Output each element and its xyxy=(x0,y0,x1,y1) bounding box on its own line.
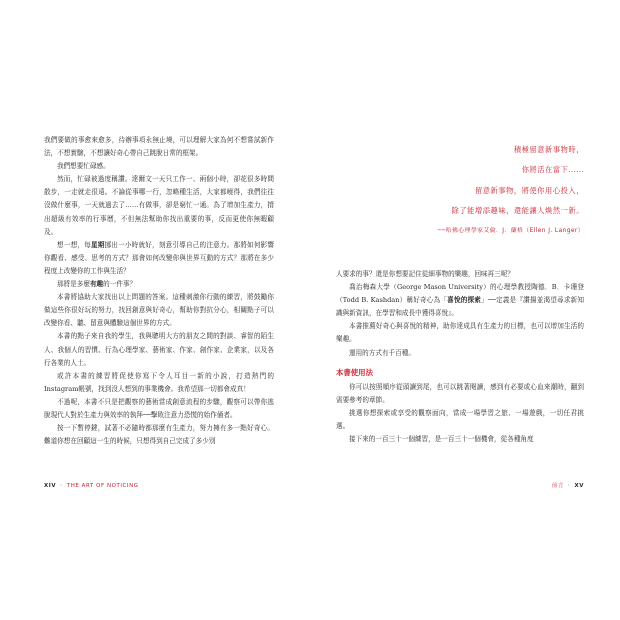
text-run: 喬治梅森大學（George Mason University）的心理學教授陶德．B．卡珊登（Todd B. Kashdan）稱好奇心為「 xyxy=(336,283,584,305)
section-label: 前言 xyxy=(551,483,564,489)
body-paragraph: 然而，忙碌被過度稱讚。達爾文一天只工作一、兩個小時，卻花很多時間散步，一走就走很遠。不論從事哪一行，忽略種生活，大家都曉得，我們往往沒做什麼事，一天就過去了……有做事，卻是窮忙一通。為了增加生產力，揹出超級有效率的行事曆，不但無法幫助你找出重要的事，反而更使你無暇顧及。 xyxy=(44,175,274,236)
emphasis-text: 星期 xyxy=(90,240,105,249)
right-page-number: XV xyxy=(574,483,584,489)
quote-line: 積極留意新事物時， xyxy=(513,145,584,154)
section-heading: 本書使用法 xyxy=(336,367,373,377)
right-folio xyxy=(552,481,584,489)
left-page-body xyxy=(44,134,274,448)
quote-line: 你將活在當下…… xyxy=(521,165,584,175)
text-run: 的一件事？ xyxy=(103,280,137,289)
right-page xyxy=(310,0,620,620)
body-paragraph: 人要求的事？還是你想要記住從細事物的樂趣，回味再三呢？ xyxy=(336,270,515,278)
folio-separator: ・ xyxy=(566,483,573,489)
text-run: 你的工作與生活 xyxy=(76,266,124,275)
text-run: ？ xyxy=(123,266,130,275)
left-folio xyxy=(44,481,139,489)
running-title: THE ART OF NOTICING xyxy=(66,483,139,489)
quote-attribution: ──哈佛心理學家艾倫．J．蘭格（Ellen J. Langer） xyxy=(437,228,584,235)
body-paragraph xyxy=(44,239,274,278)
body-paragraph: 挑選你想探索或享受的觀察面向，當成一場學習之旅、一場遊戲，一切任君挑選。 xyxy=(336,408,584,430)
pull-quote xyxy=(332,140,584,241)
quote-line: 除了能增添趣味，還能讓人煥然一新。 xyxy=(451,205,584,215)
body-paragraph: 或許本書的練習將促使你寫下令人耳目一新的小說，打造熱門的Instagram帳號，找到沒人想到的事業機會。我希望那一切都會成真！ xyxy=(44,371,274,393)
body-paragraph: 按一下暫停鍵，試著不必隨時都那麼有生產力，努力擁有多一點好奇心。難道你想在回顧這一生的時候，只想得到自己完成了多少別 xyxy=(44,424,274,446)
body-paragraph: 我們想要忙碌感。 xyxy=(57,162,110,171)
body-paragraph: 我們要做的事愈來愈多，待辦事項永無止境，可以理解大家為何不想嘗試新作法，不想實驗，不想讓好奇心帶自己跳脫日常的框架。 xyxy=(44,136,274,158)
left-page-number: XIV xyxy=(44,483,57,489)
body-paragraph: 你可以按照順序從頭讀到尾，也可以跳著閱讀，感到有必要或心血來潮時，翻到需要參考的章節。 xyxy=(336,382,584,404)
body-paragraph: 本書推薦好奇心與喜悅的精神，助你達成具有生產力的目標，也可以增加生活的樂趣。 xyxy=(336,322,584,344)
right-page-body xyxy=(336,268,584,446)
text-run: 那將是多麼 xyxy=(57,280,90,289)
body-paragraph xyxy=(336,281,584,320)
body-paragraph: 本書的點子來自我的學生，我與聰明大方的朋友之間的對談、睿智的陌生人、我個人的習慣、行為心理學家、藝術家、作家、創作家、企業家，以及各行各業的人士。 xyxy=(44,332,274,367)
emphasis-text: 喜悅的探索 xyxy=(447,296,482,305)
emphasis-text: 有趣 xyxy=(89,280,104,289)
text-run: 」──定義是『讚揚並渴望尋求新知識與新資訊，在學習和成長中獲得喜悅』。 xyxy=(336,296,584,318)
folio-separator: ・ xyxy=(58,483,65,489)
text-run: 想一想，每 xyxy=(57,240,91,249)
body-paragraph xyxy=(44,278,274,291)
body-paragraph: 運用的方式有千百種。 xyxy=(349,348,415,357)
body-paragraph: 本書將協助大家找出以上問題的答案。這種刺激你行動的練習，將鼓勵你做這些你很好玩的努力，找回創意與好奇心，幫助你對抗分心，相關點子可以改變你看、聽、留意與體驗這個世界的方式。 xyxy=(44,293,274,328)
body-paragraph: 接下來的一百三十一個練習，是一百三十一個機會，從各種角度 xyxy=(349,435,534,444)
quote-line: 留意新事物，將使你用心投入， xyxy=(474,185,584,195)
text-run: 挪出一小時就好，刻意引導自己的注意力。那將如何影響你觀看、感受、思考的方式？那會如何改變你與世界互動的方式？那將在多少程度上改變 xyxy=(44,240,275,275)
body-paragraph: 不過呢，本書不只是把觀察的藝術當成創意流程的步驟，觀察可以帶你逃脫現代人對於生產力與效率的執拜──擊敗注意力恐慌的始作俑者。 xyxy=(44,397,274,419)
